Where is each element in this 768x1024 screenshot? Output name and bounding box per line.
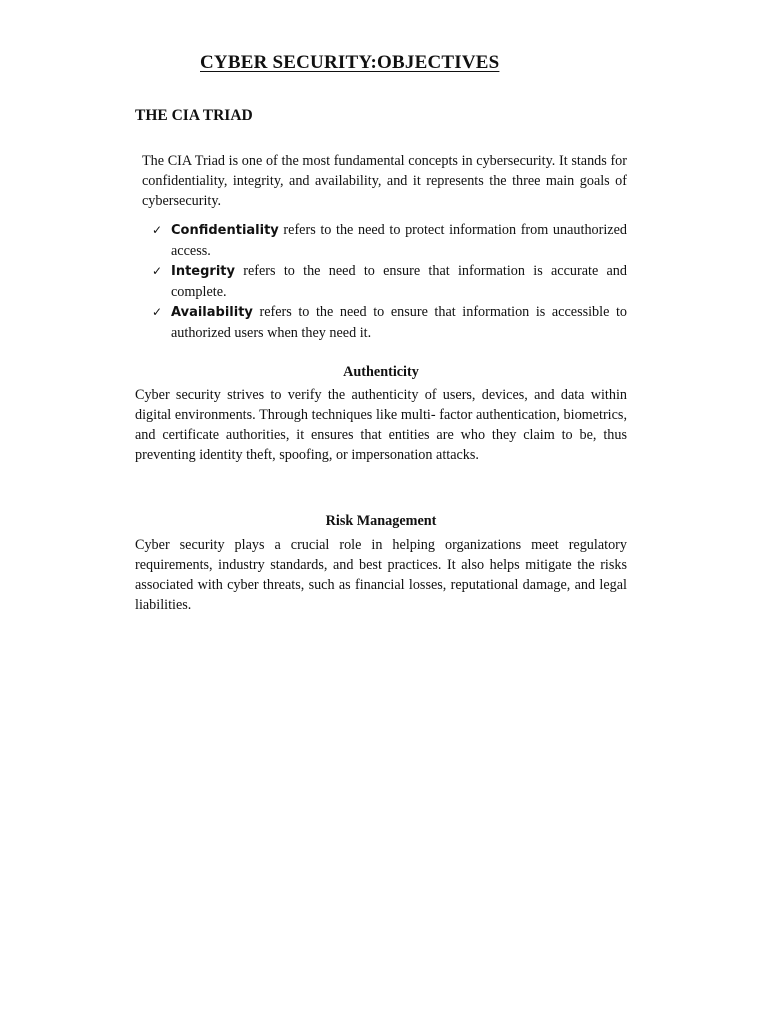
authenticity-heading: Authenticity	[343, 364, 419, 380]
checklist-item-text: refers to the need to ensure that information is accessible to authorized users when they need it.	[171, 304, 627, 341]
term-availability: Availability	[171, 305, 253, 320]
authenticity-paragraph: Cyber security strives to verify the authenticity of users, devices, and data within digital environments. Through techniques like multi- factor authentication, biometrics, and certificate authorities, it ensures that entities are who they claim to be, thus preventing identity theft, spoofing, or impersonation attacks.	[135, 387, 627, 463]
term-integrity: Integrity	[171, 264, 235, 279]
checklist-item-text: refers to the need to protect information from unauthorized access.	[171, 222, 627, 259]
cia-checklist	[150, 220, 627, 343]
checklist-item-integrity	[150, 261, 627, 302]
checklist-item-text: refers to the need to ensure that information is accurate and complete.	[171, 263, 627, 300]
risk-management-heading: Risk Management	[325, 513, 437, 529]
risk-management-paragraph: Cyber security plays a crucial role in helping organizations meet regulatory requirements, industry standards, and best practices. It also helps mitigate the risks associated with cyber threats, such as financial losses, reputational damage, and legal liabilities.	[135, 537, 627, 613]
checkmark-icon: ✓	[152, 223, 163, 237]
checkmark-icon: ✓	[152, 305, 163, 319]
document-title: CYBER SECURITY:OBJECTIVES	[200, 52, 500, 73]
checklist-item-confidentiality	[150, 220, 627, 261]
checklist-item-availability	[150, 302, 627, 343]
cia-intro-paragraph: The CIA Triad is one of the most fundamental concepts in cybersecurity. It stands for confidentiality, integrity, and availability, and it represents the three main goals of cybersecurity.	[142, 153, 627, 209]
cia-triad-heading: THE CIA TRIAD	[135, 107, 253, 124]
term-confidentiality: Confidentiality	[171, 223, 279, 238]
checkmark-icon: ✓	[152, 264, 163, 278]
